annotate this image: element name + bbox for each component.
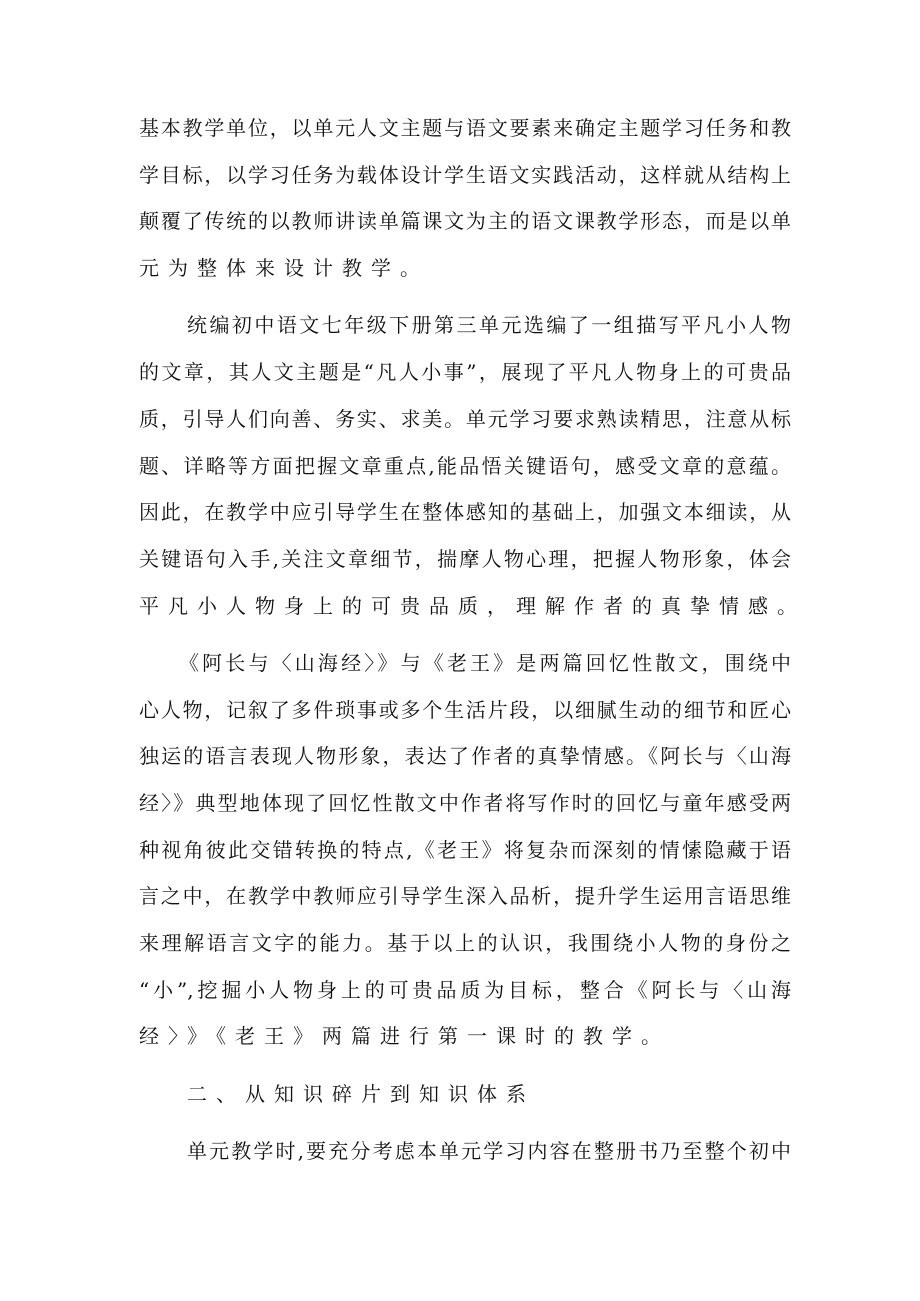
text-line: 《阿长与〈山海经〉》与《老王》是两篇回忆性散文，围绕中 bbox=[179, 651, 791, 675]
text-line: 心人物，记叙了多件琐事或多个生活片段，以细腻生动的细节和匠心 bbox=[139, 698, 791, 722]
text-line: 颠覆了传统的以教师讲读单篇课文为主的语文课教学形态，而是以单 bbox=[139, 209, 791, 233]
text-line: 关键语句入手,关注文章细节，揣摩人物心理，把握人物形象，体会 bbox=[139, 547, 791, 571]
text-line: 的文章，其人文主题是“凡人小事”，展现了平凡人物身上的可贵品 bbox=[139, 360, 791, 384]
text-line: 平凡小人物身上的可贵品质，理解作者的真挚情感。 bbox=[139, 594, 806, 618]
text-line: 学目标，以学习任务为载体设计学生语文实践活动，这样就从结构上 bbox=[139, 163, 791, 187]
text-line: 经〉》《老王》两篇进行第一课时的教学。 bbox=[139, 1024, 670, 1048]
text-line: 言之中，在教学中教师应引导学生深入品析，提升学生运用言语思维 bbox=[139, 884, 791, 908]
text-line: 统编初中语文七年级下册第三单元选编了一组描写平凡小人物 bbox=[187, 313, 791, 337]
text-line: 经〉》典型地体现了回忆性散文中作者将写作时的回忆与童年感受两 bbox=[139, 791, 791, 815]
text-line: 种视角彼此交错转换的特点,《老王》将复杂而深刻的情愫隐藏于语 bbox=[139, 838, 791, 862]
text-line: 来理解语言文字的能力。基于以上的认识，我围绕小人物的身份之 bbox=[139, 931, 791, 955]
text-line: “小”,挖掘小人物身上的可贵品质为目标，整合《阿长与〈山海 bbox=[139, 978, 791, 1002]
text-line: 因此，在教学中应引导学生在整体感知的基础上，加强文本细读，从 bbox=[139, 500, 791, 524]
text-line: 独运的语言表现人物形象，表达了作者的真挚情感。《阿长与〈山海 bbox=[139, 744, 791, 768]
text-line: 单元教学时,要充分考虑本单元学习内容在整册书乃至整个初中 bbox=[187, 1139, 791, 1163]
text-line: 题、详略等方面把握文章重点,能品悟关键语句，感受文章的意蕴。 bbox=[139, 454, 791, 478]
section-heading: 二、从知识碎片到知识体系 bbox=[187, 1082, 535, 1106]
text-line: 基本教学单位，以单元人文主题与语文要素来确定主题学习任务和教 bbox=[139, 116, 791, 140]
text-line: 质，引导人们向善、务实、求美。单元学习要求熟读精思，注意从标 bbox=[139, 407, 791, 431]
text-line: 元为整体来设计教学。 bbox=[139, 256, 429, 280]
